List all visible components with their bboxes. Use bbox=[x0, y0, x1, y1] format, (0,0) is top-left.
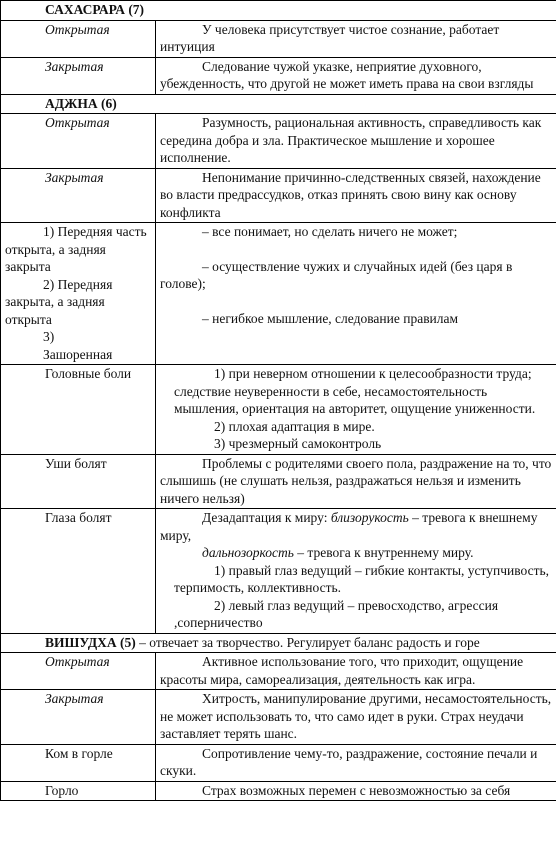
ajna-eyes-row bbox=[1, 509, 556, 634]
vishudha-throat-label: Горло bbox=[1, 781, 156, 801]
ajna-eyes-line-1 bbox=[160, 509, 552, 544]
ajna-states-left bbox=[1, 223, 156, 365]
eyes-text-part: – тревога к внешнему миру, bbox=[160, 510, 538, 543]
ajna-open-text: Разумность, рациональная активность, справедливость как середина добра и зла. Практическое мышление и хорошее исполнение. bbox=[156, 114, 556, 169]
ajna-open-row bbox=[1, 114, 556, 169]
ajna-states-row bbox=[1, 223, 556, 365]
ajna-eyes-text bbox=[156, 509, 556, 634]
ajna-state-desc-2: – осуществление чужих и случайных идей (без царя в голове); bbox=[160, 258, 513, 291]
ajna-state-desc-3: – негибкое мышление, следование правилам bbox=[202, 310, 459, 326]
ajna-headache-line-3: 3) чрезмерный самоконтроль bbox=[214, 436, 382, 451]
vishudha-title: ВИШУДХА (5) bbox=[45, 634, 136, 650]
ajna-ears-label: Уши болят bbox=[1, 454, 156, 509]
ajna-states-right bbox=[156, 223, 556, 365]
ajna-state-desc-1: – все понимает, но сделать ничего не может; bbox=[202, 224, 458, 239]
eyes-text-part: Дезадаптация к миру: bbox=[202, 510, 331, 525]
ajna-headache-line-2: 2) плохая адаптация в мире. bbox=[214, 418, 375, 434]
ajna-header-row bbox=[1, 94, 556, 114]
ajna-headache-text bbox=[156, 365, 556, 455]
sahasrara-header: САХАСРАРА (7) bbox=[1, 1, 556, 21]
sahasrara-header-row bbox=[1, 1, 556, 21]
vishudha-throat-text: Страх возможных перемен с невозможностью за себя bbox=[156, 781, 556, 801]
eyes-hyperopia: дальнозоркость bbox=[202, 545, 294, 560]
vishudha-header-row bbox=[1, 633, 556, 653]
vishudha-header bbox=[1, 633, 556, 653]
ajna-open-label: Открытая bbox=[1, 114, 156, 169]
ajna-eyes-line-3: 1) правый глаз ведущий – гибкие контакты, уступчивость, терпимость, коллективность. bbox=[174, 562, 550, 595]
ajna-eyes-label: Глаза болят bbox=[1, 509, 156, 634]
sahasrara-closed-text: Следование чужой указке, неприятие духовного, убежденность, что другой не может иметь права на свои взгляды bbox=[156, 57, 556, 94]
ajna-headache-label: Головные боли bbox=[1, 365, 156, 455]
ajna-headache-line-1: 1) при неверном отношении к целесообразности труда; следствие неуверенности в себе, несамостоятельность мышления, ориентация на авторитет, ощущение униженности. bbox=[174, 366, 536, 416]
vishudha-open-label: Открытая bbox=[1, 653, 156, 690]
vishudha-lump-row bbox=[1, 744, 556, 781]
sahasrara-closed-label: Закрытая bbox=[1, 57, 156, 94]
vishudha-closed-label: Закрытая bbox=[1, 690, 156, 745]
ajna-eyes-line-2 bbox=[160, 544, 552, 562]
ajna-closed-text: Непонимание причинно-следственных связей, нахождение во власти предрассудков, отказ принять свою вину как основу конфликта bbox=[156, 168, 556, 223]
eyes-text-part: – тревога к внутреннему миру. bbox=[293, 545, 474, 560]
ajna-header: АДЖНА (6) bbox=[1, 94, 556, 114]
ajna-closed-row bbox=[1, 168, 556, 223]
vishudha-throat-row bbox=[1, 781, 556, 801]
vishudha-lump-text: Сопротивление чему-то, раздражение, состояние печали и скуки. bbox=[156, 744, 556, 781]
vishudha-closed-text: Хитрость, манипулирование другими, несамостоятельность, не может использовать то, что само идет в руки. Страх неудачи заставляет терять шанс. bbox=[156, 690, 556, 745]
ajna-ears-text: Проблемы с родителями своего пола, раздражение на то, что слышишь (не слушать нельзя, раздражаться нельзя и изменить ничего нельзя) bbox=[156, 454, 556, 509]
ajna-eyes-line-4: 2) левый глаз ведущий – превосходство, агрессия ,соперничество bbox=[174, 597, 499, 630]
ajna-state-2: 2) Передняя закрыта, а задняя открыта bbox=[5, 276, 113, 327]
ajna-state-1: 1) Передняя часть открыта, а задняя закрыта bbox=[5, 224, 147, 274]
ajna-state-3: 3) Зашоренная bbox=[43, 329, 113, 362]
vishudha-open-row bbox=[1, 653, 556, 690]
ajna-closed-label: Закрытая bbox=[1, 168, 156, 223]
ajna-ears-row bbox=[1, 454, 556, 509]
vishudha-open-text: Активное использование того, что приходит, ощущение красоты мира, самореализация, деятельность как игра. bbox=[156, 653, 556, 690]
ajna-headache-row bbox=[1, 365, 556, 455]
sahasrara-closed-row bbox=[1, 57, 556, 94]
sahasrara-open-text: У человека присутствует чистое сознание, работает интуиция bbox=[156, 20, 556, 57]
sahasrara-open-row bbox=[1, 20, 556, 57]
vishudha-lump-label: Ком в горле bbox=[1, 744, 156, 781]
vishudha-closed-row bbox=[1, 690, 556, 745]
spacer bbox=[160, 293, 552, 310]
spacer bbox=[160, 241, 552, 258]
eyes-myopia: близорукость bbox=[330, 510, 409, 525]
sahasrara-open-label: Открытая bbox=[1, 20, 156, 57]
vishudha-subtitle: – отвечает за творчество. Регулирует баланс радость и горе bbox=[135, 634, 480, 650]
